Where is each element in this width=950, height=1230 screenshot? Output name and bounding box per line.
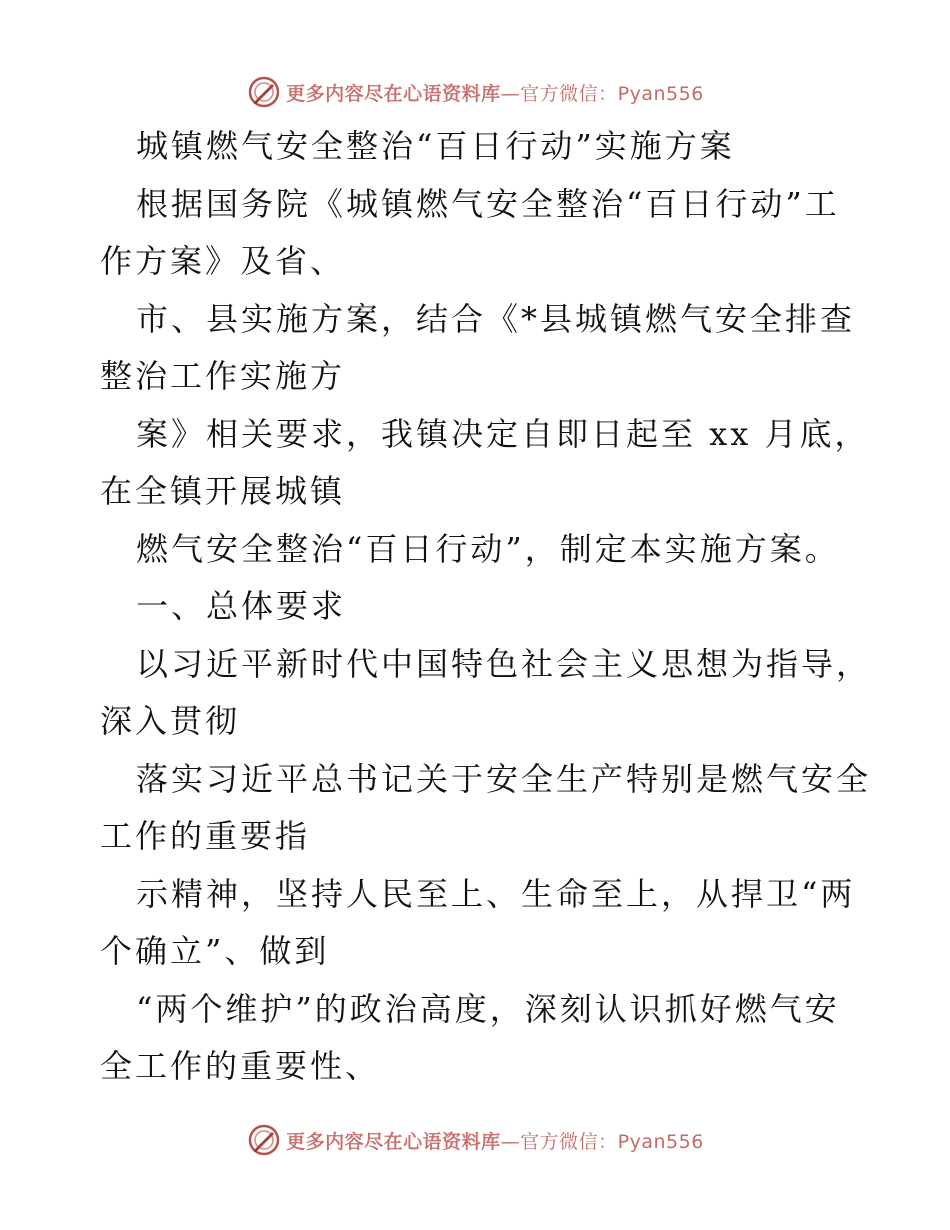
text-line: 工作的重要指 xyxy=(100,817,311,855)
watermark-brand: 更多内容尽在心语资料库 xyxy=(286,1130,501,1153)
watermark-contact: —官方微信：Pyan556 xyxy=(500,82,704,105)
document-body xyxy=(100,118,872,1096)
text-line: 城镇燃气安全整治“百日行动”实施方案 xyxy=(136,127,735,165)
watermark-text xyxy=(286,1127,704,1154)
pen-logo-icon xyxy=(246,74,282,110)
text-line: 市、县实施方案，结合《*县城镇燃气安全排查 xyxy=(136,299,856,338)
text-line: 落实习近平总书记关于安全生产特别是燃气安全 xyxy=(136,759,872,798)
text-line: 燃气安全整治“百日行动”，制定本实施方案。 xyxy=(136,529,840,568)
footer-watermark xyxy=(0,1120,950,1160)
text-line: 案》相关要求，我镇决定自即日起至 xx 月底， xyxy=(136,414,870,453)
text-line: 根据国务院《城镇燃气安全整治“百日行动”工 xyxy=(136,184,840,223)
watermark-text xyxy=(286,79,704,106)
text-line: 整治工作实施方 xyxy=(100,357,346,395)
text-line: 个确立”、做到 xyxy=(100,932,330,970)
text-line: 作方案》及省、 xyxy=(100,242,346,280)
text-line: 全工作的重要性、 xyxy=(100,1047,381,1085)
text-line: 一、总体要求 xyxy=(136,587,347,625)
text-line: 以习近平新时代中国特色社会主义思想为指导， xyxy=(136,644,872,683)
watermark-contact: —官方微信：Pyan556 xyxy=(500,1130,704,1153)
text-line: “两个维护”的政治高度，深刻认识抓好燃气安 xyxy=(136,989,840,1028)
pen-logo-icon xyxy=(246,1122,282,1158)
watermark-brand: 更多内容尽在心语资料库 xyxy=(286,82,501,105)
header-watermark xyxy=(0,72,950,112)
text-line: 在全镇开展城镇 xyxy=(100,472,346,510)
text-line: 深入贯彻 xyxy=(100,702,241,740)
text-line: 示精神，坚持人民至上、生命至上，从捍卫“两 xyxy=(136,874,856,913)
